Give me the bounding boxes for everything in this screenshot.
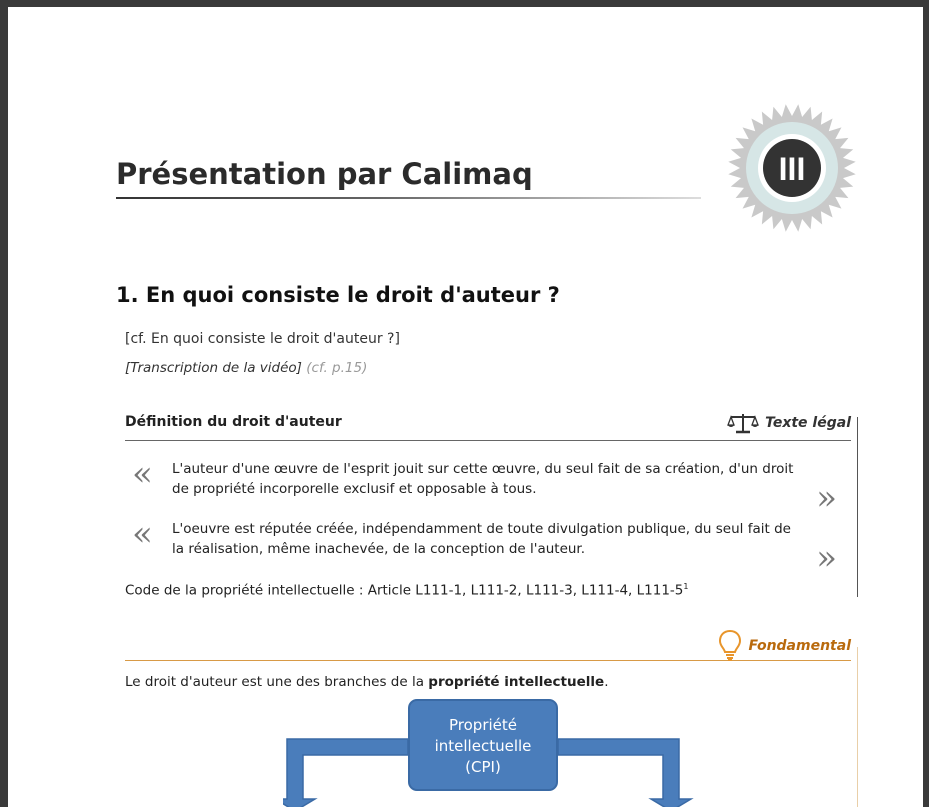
document-page bbox=[8, 7, 923, 807]
transcription-line bbox=[125, 360, 367, 376]
fundamental-text-bold: propriété intellectuelle bbox=[428, 674, 605, 690]
close-quote-mark: » bbox=[816, 538, 837, 578]
right-branch-arrow bbox=[558, 739, 691, 807]
footnote-mark[interactable]: 1 bbox=[683, 582, 689, 591]
fundamental-text-start: Le droit d'auteur est une des branches de la bbox=[125, 674, 429, 690]
reference-link[interactable]: [cf. En quoi consiste le droit d'auteur ?] bbox=[125, 331, 400, 347]
quote-text: L'oeuvre est réputée créée, indépendamment de toute divulgation publique, du seul fait de la réalisation, même inachevée, de la conception de l'auteur. bbox=[172, 521, 791, 557]
section-heading: 1. En quoi consiste le droit d'auteur ? bbox=[116, 283, 560, 307]
legal-box-border bbox=[857, 417, 858, 597]
cpi-box-line: Propriété bbox=[449, 716, 517, 734]
title-divider bbox=[116, 197, 701, 199]
page-reference: (cf. p.15) bbox=[306, 360, 368, 376]
section-badge-icon bbox=[726, 102, 858, 234]
legal-box-label: Définition du droit d'auteur bbox=[125, 414, 342, 430]
scales-icon bbox=[727, 412, 759, 434]
fundamental-text bbox=[125, 674, 608, 690]
page-title: Présentation par Calimaq bbox=[116, 157, 533, 191]
legal-box-tag-text: Texte légal bbox=[765, 415, 851, 431]
open-quote-mark: « bbox=[132, 514, 153, 554]
cpi-box bbox=[408, 699, 558, 791]
quote-text: L'auteur d'une œuvre de l'esprit jouit sur cette œuvre, du seul fait de sa création, d'un droit de propriété incorporelle exclusif et opposable à tous. bbox=[172, 461, 794, 497]
cpi-box-line: (CPI) bbox=[465, 758, 501, 776]
legal-source bbox=[125, 582, 688, 599]
fundamental-box-tag-text: Fondamental bbox=[748, 638, 851, 654]
transcription-link[interactable]: [Transcription de la vidéo] bbox=[125, 360, 302, 376]
legal-quote bbox=[132, 454, 837, 518]
legal-source-text: Code de la propriété intellectuelle : Article L111-1, L111-2, L111-3, L111-4, L111-5 bbox=[125, 582, 684, 599]
fundamental-box-border bbox=[857, 647, 858, 807]
legal-box-tag bbox=[727, 412, 851, 434]
fundamental-text-end: . bbox=[604, 674, 609, 690]
legal-box-header bbox=[125, 410, 851, 441]
lightbulb-icon bbox=[718, 629, 742, 663]
cpi-diagram bbox=[283, 699, 703, 807]
badge-label: III bbox=[778, 151, 806, 187]
left-branch-arrow bbox=[283, 739, 408, 807]
open-quote-mark: « bbox=[132, 454, 153, 494]
cpi-box-line: intellectuelle bbox=[434, 737, 532, 755]
legal-quote bbox=[132, 514, 837, 578]
fundamental-box-tag bbox=[718, 629, 851, 663]
close-quote-mark: » bbox=[816, 478, 837, 518]
fundamental-box-header bbox=[125, 625, 851, 661]
